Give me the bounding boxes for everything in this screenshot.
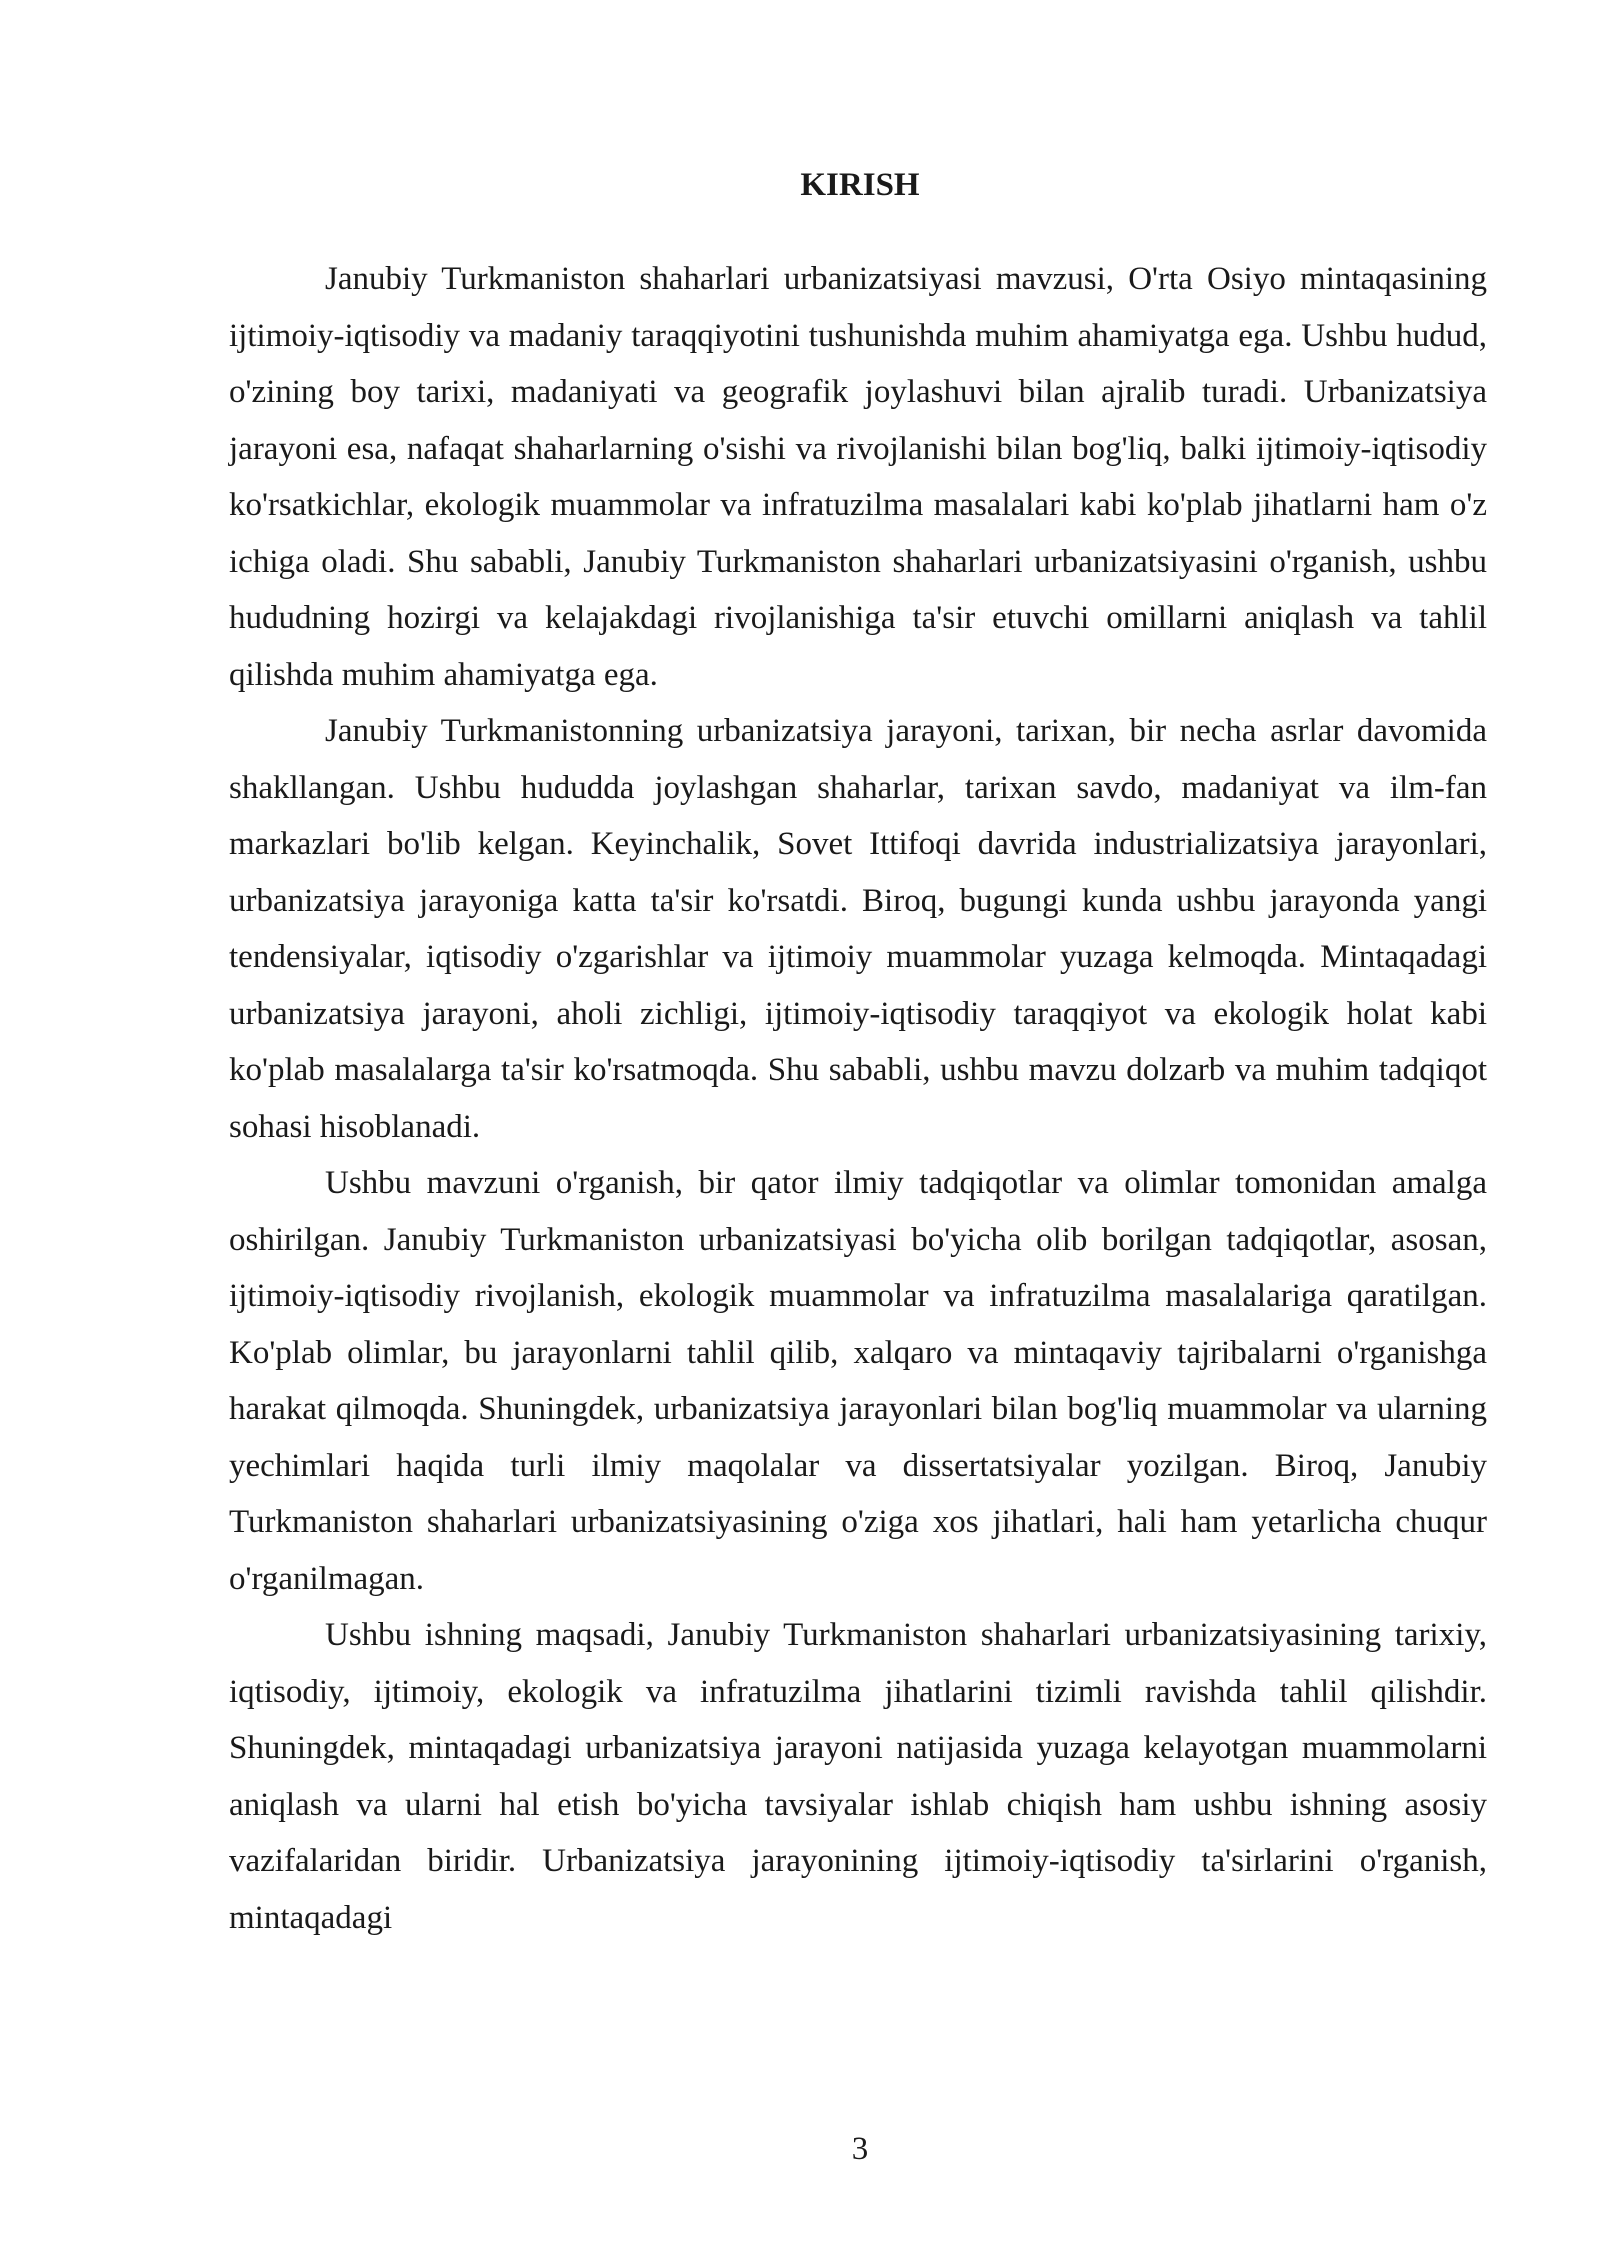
paragraph-4: Ushbu ishning maqsadi, Janubiy Turkmaniston shaharlari urbanizatsiyasining tarixiy, iqtisodiy, ijtimoiy, ekologik va infratuzilma jihatlarini tizimli ravishda tahlil qilishdir. Shuningdek, mintaqadagi urbanizatsiya jarayoni natijasida yuzaga kelayotgan muammolarni aniqlash va ularni hal etish bo'yicha tavsiyalar ishlab chiqish ham ushbu ishning asosiy vazifalaridan biridir. Urbanizatsiya jarayonining ijtimoiy-iqtisodiy ta'sirlarini o'rganish, mintaqadagi bbox=[229, 1617, 1487, 1936]
paragraph-3: Ushbu mavzuni o'rganish, bir qator ilmiy tadqiqotlar va olimlar tomonidan amalga oshirilgan. Janubiy Turkmaniston urbanizatsiyasi bo'yicha olib borilgan tadqiqotlar, asosan, ijtimoiy-iqtisodiy rivojlanish, ekologik muammolar va infratuzilma masalalariga qaratilgan. Ko'plab olimlar, bu jarayonlarni tahlil qilib, xalqaro va mintaqaviy tajribalarni o'rganishga harakat qilmoqda. Shuningdek, urbanizatsiya jarayonlari bilan bog'liq muammolar va ularning yechimlari haqida turli ilmiy maqolalar va dissertatsiyalar yozilgan. Biroq, Janubiy Turkmaniston shaharlari urbanizatsiyasining o'ziga xos jihatlari, hali ham yetarlicha chuqur o'rganilmagan. bbox=[229, 1165, 1487, 1597]
page-number: 3 bbox=[851, 2131, 869, 2167]
page-title: KIRISH bbox=[800, 167, 920, 203]
document-body bbox=[229, 251, 1487, 1946]
paragraph-1: Janubiy Turkmaniston shaharlari urbanizatsiyasi mavzusi, O'rta Osiyo mintaqasining ijtimoiy-iqtisodiy va madaniy taraqqiyotini tushunishda muhim ahamiyatga ega. Ushbu hudud, o'zining boy tarixi, madaniyati va geografik joylashuvi bilan ajralib turadi. Urbanizatsiya jarayoni esa, nafaqat shaharlarning o'sishi va rivojlanishi bilan bog'liq, balki ijtimoiy-iqtisodiy ko'rsatkichlar, ekologik muammolar va infratuzilma masalalari kabi ko'plab jihatlarni ham o'z ichiga oladi. Shu sababli, Janubiy Turkmaniston shaharlari urbanizatsiyasini o'rganish, ushbu hududning hozirgi va kelajakdagi rivojlanishiga ta'sir etuvchi omillarni aniqlash va tahlil qilishda muhim ahamiyatga ega. bbox=[229, 261, 1487, 693]
paragraph-2: Janubiy Turkmanistonning urbanizatsiya jarayoni, tarixan, bir necha asrlar davomida shakllangan. Ushbu hududda joylashgan shaharlar, tarixan savdo, madaniyat va ilm-fan markazlari bo'lib kelgan. Keyinchalik, Sovet Ittifoqi davrida industrializatsiya jarayonlari, urbanizatsiya jarayoniga katta ta'sir ko'rsatdi. Biroq, bugungi kunda ushbu jarayonda yangi tendensiyalar, iqtisodiy o'zgarishlar va ijtimoiy muammolar yuzaga kelmoqda. Mintaqadagi urbanizatsiya jarayoni, aholi zichligi, ijtimoiy-iqtisodiy taraqqiyot va ekologik holat kabi ko'plab masalalarga ta'sir ko'rsatmoqda. Shu sababli, ushbu mavzu dolzarb va muhim tadqiqot sohasi hisoblanadi. bbox=[229, 713, 1487, 1145]
